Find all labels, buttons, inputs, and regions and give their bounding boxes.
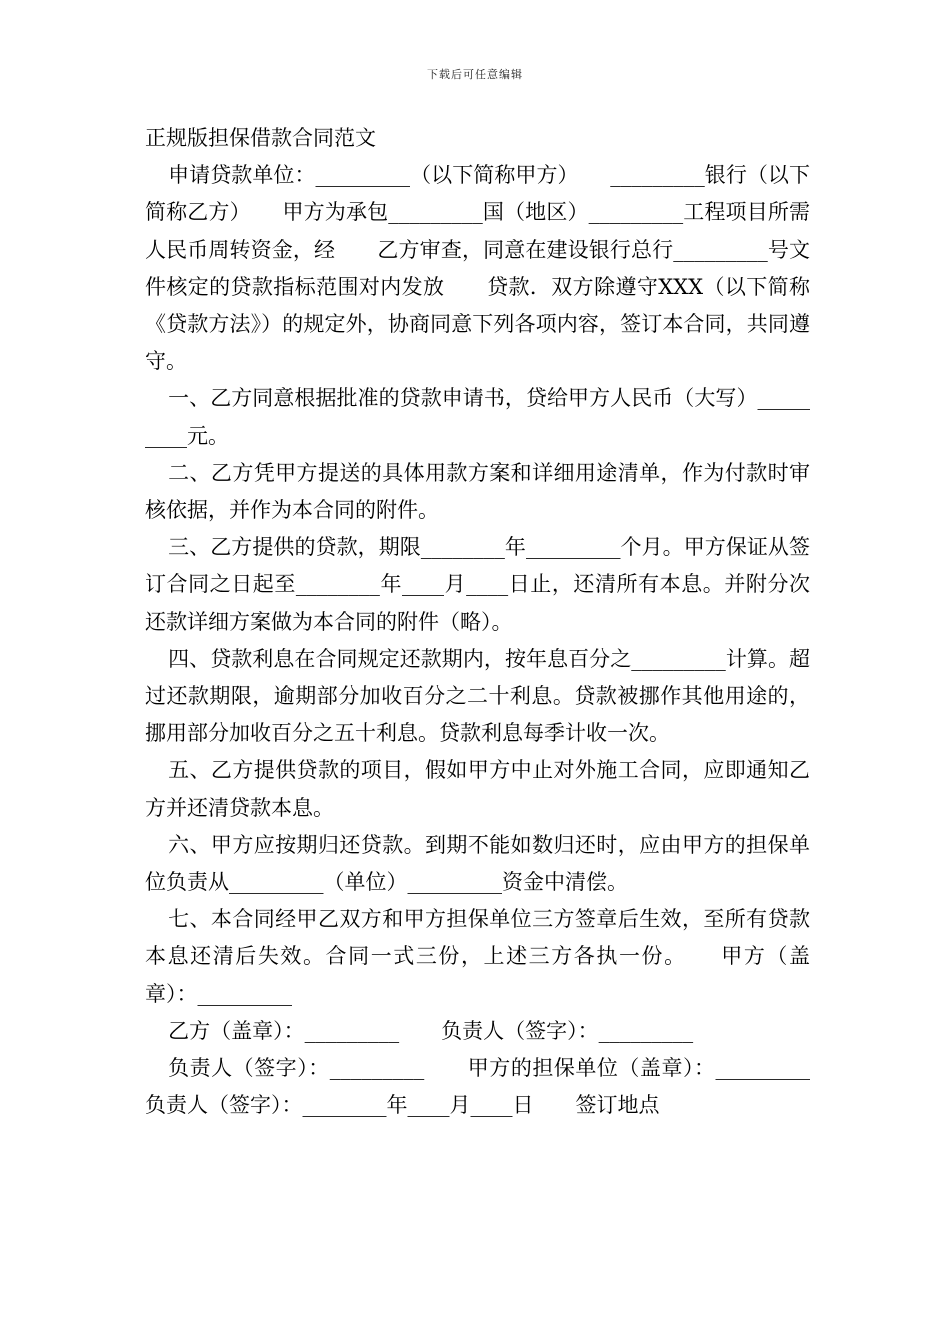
- clause-6: 六、甲方应按期归还贷款。到期不能如数归还时，应由甲方的担保单位负责从_________（单位）_________资金中清偿。: [145, 832, 810, 895]
- signature-line-2: 负责人（签字）：_________ 甲方的担保单位（盖章）：_________ 负责人（签字）：________年____月____日 签订地点: [145, 1056, 852, 1118]
- clause-4: 四、贷款利息在合同规定还款期内，按年息百分之_________计算。超过还款期限，逾期部分加收百分之二十利息。贷款被挪作其他用途的，挪用部分加收百分之五十利息。贷款利息每季计收一次。: [145, 646, 810, 746]
- signature-line-1: 乙方（盖章）：_________ 负责人（签字）：_________: [168, 1018, 694, 1043]
- page-header: 下载后可任意编辑: [427, 68, 523, 81]
- clause-3: 三、乙方提供的贷款，期限________年_________个月。甲方保证从签订合同之日起至________年____月____日止，还清所有本息。并附分次还款详细方案做为本合同的附件（略）。: [145, 535, 810, 634]
- clause-7: 七、本合同经甲乙双方和甲方担保单位三方签章后生效，至所有贷款本息还清后失效。合同一式三份，上述三方各执一份。 甲方（盖章）：_________: [145, 907, 810, 1006]
- intro-paragraph: 申请贷款单位：_________（以下简称甲方） _________银行（以下简称乙方） 甲方为承包_________国（地区）_________工程项目所需人民币周转资金，经 乙方审查，同意在建设银行总行_________号文件核定的贷款指标范围对内发放 贷款．双方除遵守XXX（以下简称《贷款方法》）的规定外，协商同意下列各项内容，签订本合同，共同遵守。: [145, 163, 810, 374]
- clause-2: 二、乙方凭甲方提送的具体用款方案和详细用途清单，作为付款时审核依据，并作为本合同的附件。: [145, 460, 810, 523]
- document-title: 正规版担保借款合同范文: [145, 126, 376, 150]
- clause-1: 一、乙方同意根据批准的贷款申请书，贷给甲方人民币（大写）_________元。: [145, 386, 810, 448]
- clause-5: 五、乙方提供贷款的项目，假如甲方中止对外施工合同，应即通知乙方并还清贷款本息。: [145, 758, 810, 820]
- document-body: [145, 120, 852, 1124]
